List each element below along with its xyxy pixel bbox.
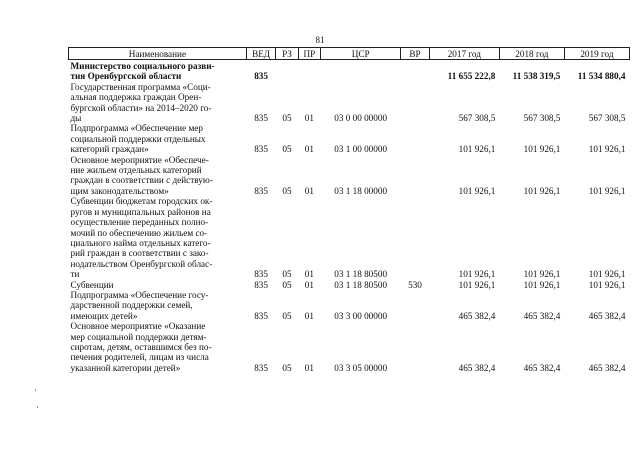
row-2017: 11 655 222,8 xyxy=(447,71,496,82)
row-rz: 05 xyxy=(282,269,292,280)
row-2018: 101 926,1 xyxy=(523,185,561,196)
row-2018: 101 926,1 xyxy=(523,144,561,155)
row-name: Субвенции бюджетам городских ок- ругов и муниципальных районов на осуществление переданных полно- мочий по обеспечению жильем со- циального найма отдельных катего- рий граждан в соответствии с зако- нодательством Оренбургской облас- ти xyxy=(70,196,213,280)
row-pr: 01 xyxy=(304,144,314,155)
page-number: 81 xyxy=(315,35,325,45)
row-2017: 465 382,4 xyxy=(458,362,496,373)
header-ved: ВЕД xyxy=(246,48,275,60)
header-name: Наименование xyxy=(69,48,247,60)
row-2017: 101 926,1 xyxy=(458,144,496,155)
budget-table xyxy=(68,47,630,373)
row-pr: 01 xyxy=(304,279,314,290)
row-name: Подпрограмма «Обеспечение мер социальной поддержки отдельных категорий граждан» xyxy=(70,123,206,155)
row-vr xyxy=(401,82,429,124)
row-name: Подпрограмма «Обеспечение госу- дарственной поддержки семей, имеющих детей» xyxy=(70,289,209,321)
row-2017: 465 382,4 xyxy=(458,310,496,321)
row-vr xyxy=(401,290,429,321)
header-csr: ЦСР xyxy=(321,48,401,60)
row-rz xyxy=(276,60,298,82)
row-2017: 101 926,1 xyxy=(458,269,496,280)
row-rz: 05 xyxy=(282,113,292,124)
row-ved: 835 xyxy=(254,279,268,290)
row-vr: 530 xyxy=(408,279,422,290)
row-name: Основное мероприятие «Обеспече- ние жильем отдельных категорий граждан в соответствии с действую- щим законодательством» xyxy=(70,154,213,196)
row-csr: 03 1 18 80500 xyxy=(334,279,388,290)
row-2019: 465 382,4 xyxy=(588,362,626,373)
header-rz: РЗ xyxy=(276,48,298,60)
row-rz: 05 xyxy=(282,362,292,373)
row-2019: 567 308,5 xyxy=(588,113,626,124)
row-2019: 101 926,1 xyxy=(588,185,626,196)
table-row xyxy=(69,82,630,124)
row-name: Государственная программа «Соци- альная поддержка граждан Орен- бургской области» на 2014–2020 го- ды xyxy=(70,81,212,124)
table-row xyxy=(69,123,630,154)
header-2019: 2019 год xyxy=(564,48,629,60)
table-header-row xyxy=(69,48,630,60)
row-2019: 101 926,1 xyxy=(588,279,626,290)
row-2018: 465 382,4 xyxy=(523,362,561,373)
row-2019: 11 534 880,4 xyxy=(577,71,626,82)
row-ved: 835 xyxy=(254,144,268,155)
table-row xyxy=(69,280,630,290)
row-2019: 101 926,1 xyxy=(588,144,626,155)
table-row xyxy=(69,196,630,279)
row-pr: 01 xyxy=(304,185,314,196)
header-pr: ПР xyxy=(298,48,320,60)
table-row xyxy=(69,60,630,82)
row-csr: 03 1 18 80500 xyxy=(334,269,388,280)
scan-speck xyxy=(35,389,36,391)
row-2019: 101 926,1 xyxy=(588,269,626,280)
row-pr: 01 xyxy=(304,269,314,280)
header-vr: ВР xyxy=(401,48,429,60)
row-rz: 05 xyxy=(282,144,292,155)
row-pr: 01 xyxy=(304,113,314,124)
row-vr xyxy=(401,155,429,197)
row-ved: 835 xyxy=(254,113,268,124)
row-2018: 567 308,5 xyxy=(523,113,561,124)
row-rz: 05 xyxy=(282,310,292,321)
row-csr: 03 1 18 00000 xyxy=(334,185,388,196)
row-2018: 11 538 319,5 xyxy=(512,71,561,82)
row-vr xyxy=(401,60,429,82)
row-rz: 05 xyxy=(282,185,292,196)
row-pr: 01 xyxy=(304,310,314,321)
row-2017: 567 308,5 xyxy=(458,113,496,124)
row-2018: 101 926,1 xyxy=(523,269,561,280)
row-pr xyxy=(298,60,320,82)
row-name: Министерство социального разви- тия Оренбургской области xyxy=(70,61,215,82)
table-row xyxy=(69,321,630,373)
row-csr xyxy=(321,60,401,82)
header-2017: 2017 год xyxy=(429,48,499,60)
row-vr xyxy=(401,196,429,279)
row-2018: 101 926,1 xyxy=(523,279,561,290)
scan-speck xyxy=(37,406,38,408)
row-ved: 835 xyxy=(254,185,268,196)
row-2019: 465 382,4 xyxy=(588,310,626,321)
table-row xyxy=(69,155,630,197)
row-name: Субвенции xyxy=(70,279,114,290)
row-vr xyxy=(401,321,429,373)
row-ved: 835 xyxy=(254,362,268,373)
row-2017: 101 926,1 xyxy=(458,279,496,290)
row-ved: 835 xyxy=(254,310,268,321)
row-rz: 05 xyxy=(282,279,292,290)
row-name: Основное мероприятие «Оказание мер социальной поддержки детям- сиротам, детям, оставшимся без по- печения родителей, лицам из числа указанной категории детей» xyxy=(70,321,212,373)
row-2017: 101 926,1 xyxy=(458,185,496,196)
row-2018: 465 382,4 xyxy=(523,310,561,321)
table-row xyxy=(69,290,630,321)
header-2018: 2018 год xyxy=(499,48,564,60)
row-pr: 01 xyxy=(304,362,314,373)
row-csr: 03 0 00 00000 xyxy=(334,113,388,124)
row-csr: 03 3 05 00000 xyxy=(334,362,388,373)
row-csr: 03 3 00 00000 xyxy=(334,310,388,321)
row-csr: 03 1 00 00000 xyxy=(334,144,388,155)
row-vr xyxy=(401,123,429,154)
row-ved: 835 xyxy=(254,71,268,82)
row-ved: 835 xyxy=(254,269,268,280)
